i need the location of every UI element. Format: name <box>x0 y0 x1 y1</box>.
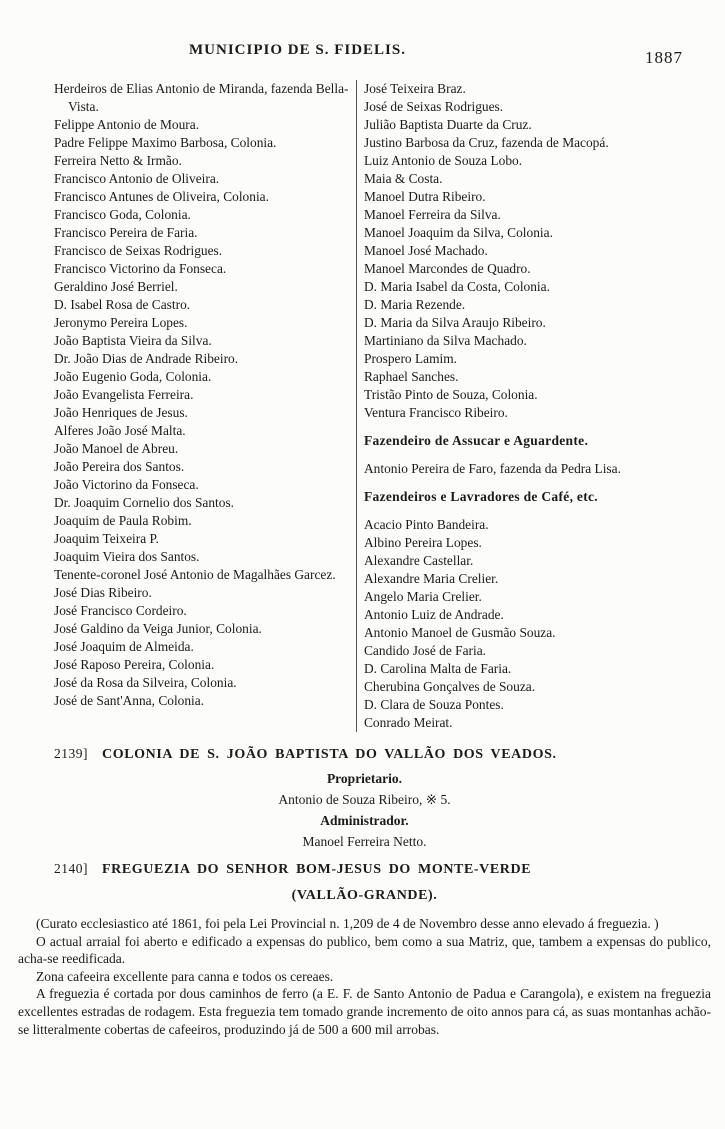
list-entry: Manoel Joaquim da Silva, Colonia. <box>364 225 553 240</box>
list-entry: Luiz Antonio de Souza Lobo. <box>364 153 523 168</box>
list-entry: Francisco Antunes de Oliveira, Colonia. <box>54 189 269 204</box>
list-entry: D. Maria Isabel da Costa, Colonia. <box>364 279 550 294</box>
list-entry: Conrado Meirat. <box>364 715 453 730</box>
list-entry: Jeronymo Pereira Lopes. <box>54 315 188 330</box>
list-entry: Ventura Francisco Ribeiro. <box>364 405 508 420</box>
list-entry: Ferreira Netto & Irmão. <box>54 153 182 168</box>
list-entry: Francisco Antonio de Oliveira. <box>54 171 220 186</box>
list-entry: Candido José de Faria. <box>364 643 486 658</box>
list-entry: João Baptista Vieira da Silva. <box>54 333 212 348</box>
list-entry: Angelo Maria Crelier. <box>364 589 482 604</box>
record-colonia-heading <box>54 746 711 763</box>
list-entry: Dr. Joaquim Cornelio dos Santos. <box>54 495 235 510</box>
list-entry: José Joaquim de Almeida. <box>54 639 194 654</box>
list-entry: Manoel Marcondes de Quadro. <box>364 261 531 276</box>
list-entry: José Teixeira Braz. <box>364 81 466 96</box>
list-entry: José Galdino da Veiga Junior, Colonia. <box>54 621 262 636</box>
paragraph: (Curato ecclesiastico até 1861, foi pela Lei Provincial n. 1,209 de 4 de Novembro desse anno elevado á freguezia. ) <box>36 916 659 931</box>
list-entry: Justino Barbosa da Cruz, fazenda de Macopá. <box>364 135 609 150</box>
paragraph: Zona cafeeira excellente para canna e todos os cereaes. <box>36 968 334 984</box>
record-title: FREGUEZIA DO SENHOR BOM-JESUS DO MONTE-VERDE <box>102 862 532 877</box>
list-entry: Tenente-coronel José Antonio de Magalhães Garcez. <box>54 567 336 582</box>
list-entry: João Evangelista Ferreira. <box>54 387 194 402</box>
list-entry: D. Clara de Souza Pontes. <box>364 697 504 712</box>
list-entry: José Francisco Cordeiro. <box>54 603 187 618</box>
page-header <box>0 42 725 68</box>
list-entry: Padre Felippe Maximo Barbosa, Colonia. <box>54 135 277 150</box>
list-entry: Alferes João José Malta. <box>54 423 186 438</box>
list-entry: Acacio Pinto Bandeira. <box>364 517 489 532</box>
list-entry: Manoel Dutra Ribeiro. <box>364 189 486 204</box>
list-entry: Francisco de Seixas Rodrigues. <box>54 243 223 258</box>
list-entry: Joaquim Vieira dos Santos. <box>54 549 200 564</box>
left-entry-list <box>54 80 356 710</box>
list-entry: Maia & Costa. <box>364 171 443 186</box>
list-entry: Albino Pereira Lopes. <box>364 535 482 550</box>
list-entry: Dr. João Dias de Andrade Ribeiro. <box>54 351 239 366</box>
record-number: 2139] <box>54 746 88 761</box>
list-entry: Antonio Manoel de Gusmão Souza. <box>364 625 556 640</box>
list-entry: José de Seixas Rodrigues. <box>364 99 504 114</box>
list-entry: Joaquim Teixeira P. <box>54 531 159 546</box>
list-entry: Martiniano da Silva Machado. <box>364 333 527 348</box>
paragraph: A freguezia é cortada por dous caminhos de ferro (a E. F. de Santo Antonio de Padua e Carangola), e existem na freguezia excellentes estradas de rodagem. Esta freguezia tem tomado grande incremento de oito annos para cá, as suas montanhas achão-se litteralmente cobertas de cafeeiros, produzindo já de 500 a 600 mil arrobas. <box>18 986 711 1037</box>
list-entry: José de Sant'Anna, Colonia. <box>54 693 205 708</box>
record-title: COLONIA DE S. JOÃO BAPTISTA DO VALLÃO DOS VEADOS. <box>102 747 557 762</box>
list-entry: D. Isabel Rosa de Castro. <box>54 297 191 312</box>
list-entry: Antonio Pereira de Faro, fazenda da Pedra Lisa. <box>364 461 621 476</box>
records-section <box>18 746 711 1038</box>
freguezia-subtitle: (VALLÃO-GRANDE). <box>291 888 438 903</box>
list-entry: Raphael Sanches. <box>364 369 459 384</box>
paragraph: O actual arraial foi aberto e edificado a expensas do publico, bem como a sua Matriz, que, tambem a expensas do publico, acha-se reedificada. <box>18 933 711 967</box>
list-entry: Francisco Goda, Colonia. <box>54 207 191 222</box>
list-entry: João Victorino da Fonseca. <box>54 477 199 492</box>
page-title: MUNICIPIO DE S. FIDELIS. <box>189 42 406 58</box>
list-entry: Herdeiros de Elias Antonio de Miranda, fazenda Bella-Vista. <box>54 81 349 114</box>
list-entry: Francisco Pereira de Faria. <box>54 225 198 240</box>
list-entry: Antonio Luiz de Andrade. <box>364 607 504 622</box>
right-entry-list <box>364 80 715 422</box>
administrador-label: Administrador. <box>320 813 409 828</box>
list-entry: Geraldino José Berriel. <box>54 279 178 294</box>
list-entry: Felippe Antonio de Moura. <box>54 117 200 132</box>
section-heading-assucar: Fazendeiro de Assucar e Aguardente. <box>364 433 589 448</box>
list-entry: D. Maria Rezende. <box>364 297 466 312</box>
list-entry: João Eugenio Goda, Colonia. <box>54 369 212 384</box>
page-number: 1887 <box>645 48 683 67</box>
list-entry: José da Rosa da Silveira, Colonia. <box>54 675 237 690</box>
proprietario-value: Antonio de Souza Ribeiro, ※ 5. <box>278 792 451 807</box>
list-entry: D. Maria da Silva Araujo Ribeiro. <box>364 315 546 330</box>
record-freguezia-heading <box>54 861 711 878</box>
list-entry: D. Carolina Malta de Faria. <box>364 661 512 676</box>
list-entry: Francisco Victorino da Fonseca. <box>54 261 227 276</box>
list-entry: Alexandre Castellar. <box>364 553 474 568</box>
directory-left-column <box>54 80 356 732</box>
list-entry: João Pereira dos Santos. <box>54 459 185 474</box>
freguezia-paragraphs <box>18 915 711 1038</box>
list-entry: Tristão Pinto de Souza, Colonia. <box>364 387 538 402</box>
list-entry: Joaquim de Paula Robim. <box>54 513 192 528</box>
section-heading-cafe: Fazendeiros e Lavradores de Café, etc. <box>364 489 598 504</box>
list-entry: Alexandre Maria Crelier. <box>364 571 499 586</box>
list-entry: João Manoel de Abreu. <box>54 441 179 456</box>
proprietario-label: Proprietario. <box>326 771 403 786</box>
assucar-entry-list <box>364 460 715 478</box>
list-entry: Cherubina Gonçalves de Souza. <box>364 679 536 694</box>
list-entry: Julião Baptista Duarte da Cruz. <box>364 117 532 132</box>
record-number: 2140] <box>54 861 88 876</box>
cafe-entry-list <box>364 516 715 732</box>
directory-right-column <box>356 80 715 732</box>
list-entry: João Henriques de Jesus. <box>54 405 188 420</box>
list-entry: José Dias Ribeiro. <box>54 585 152 600</box>
directory-columns <box>54 80 715 732</box>
list-entry: José Raposo Pereira, Colonia. <box>54 657 215 672</box>
list-entry: Prospero Lamim. <box>364 351 457 366</box>
administrador-value: Manoel Ferreira Netto. <box>302 834 427 849</box>
list-entry: Manoel Ferreira da Silva. <box>364 207 501 222</box>
list-entry: Manoel José Machado. <box>364 243 488 258</box>
